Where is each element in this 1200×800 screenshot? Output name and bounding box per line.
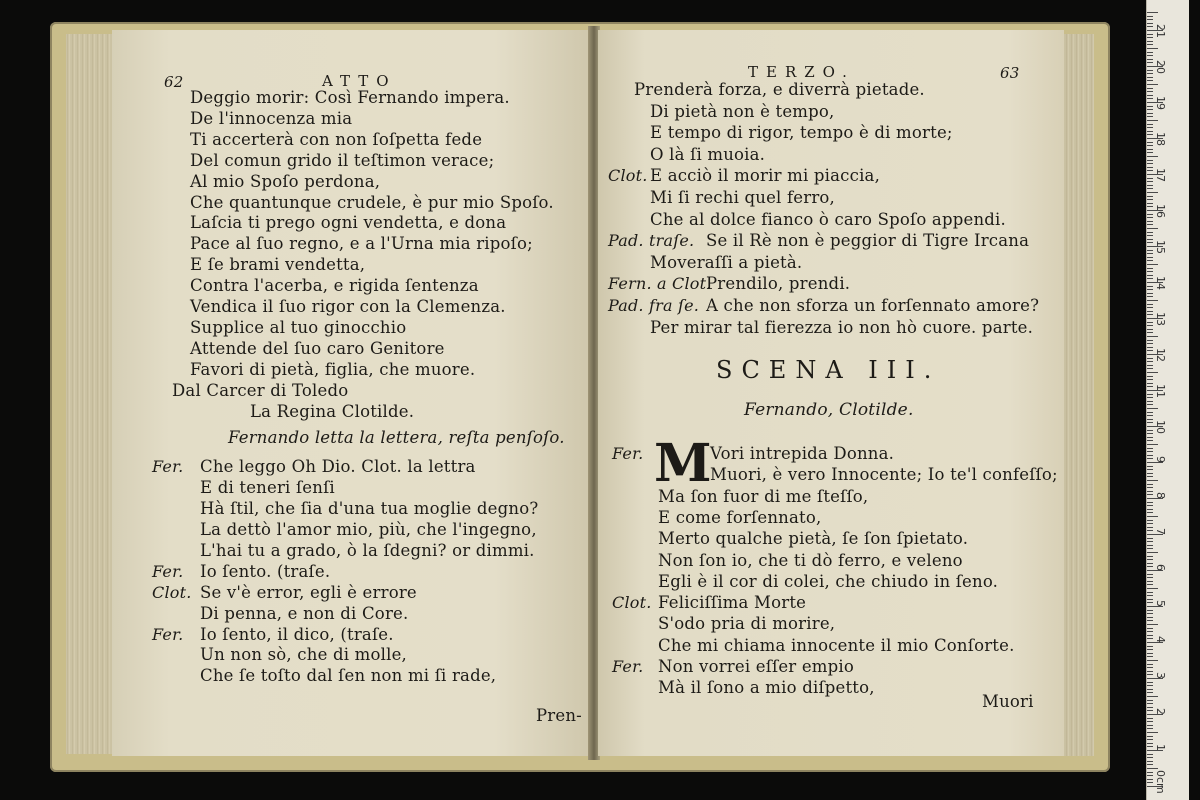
ruler-tick bbox=[1147, 422, 1153, 423]
text-line: Io ſento. (traſe. bbox=[200, 561, 331, 581]
ruler-tick bbox=[1147, 674, 1153, 675]
ruler-tick bbox=[1147, 628, 1153, 629]
ruler-tick bbox=[1147, 739, 1153, 740]
ruler-tick bbox=[1147, 509, 1153, 510]
scene-characters: Fernando, Clotilde. bbox=[744, 400, 914, 420]
ruler-tick bbox=[1147, 653, 1153, 654]
ruler-tick bbox=[1147, 221, 1153, 222]
ruler-tick bbox=[1147, 336, 1158, 337]
ruler-tick bbox=[1147, 41, 1153, 42]
ruler-tick bbox=[1147, 257, 1153, 258]
running-head: TERZO. bbox=[748, 63, 855, 81]
ruler-tick bbox=[1147, 430, 1153, 431]
ruler-tick bbox=[1147, 685, 1153, 686]
ruler-tick bbox=[1147, 289, 1153, 290]
left-page bbox=[112, 30, 590, 756]
page-edges-left bbox=[66, 34, 114, 754]
speaker-label: Pad. traſe. bbox=[608, 231, 695, 251]
ruler-tick bbox=[1147, 206, 1153, 207]
text-line: E ſe brami vendetta, bbox=[190, 255, 366, 275]
ruler-tick bbox=[1147, 325, 1153, 326]
ruler-tick bbox=[1147, 163, 1153, 164]
ruler-tick bbox=[1147, 250, 1153, 251]
text-line: Che quantunque crudele, è pur mio Spoſo. bbox=[190, 192, 554, 212]
ruler-tick bbox=[1147, 563, 1153, 564]
ruler-tick bbox=[1147, 613, 1153, 614]
ruler-tick bbox=[1147, 361, 1153, 362]
ruler-tick bbox=[1147, 736, 1153, 737]
ruler-tick bbox=[1147, 311, 1153, 312]
ruler-tick bbox=[1147, 347, 1153, 348]
ruler-tick bbox=[1147, 757, 1153, 758]
ruler-tick bbox=[1147, 660, 1158, 661]
text-line: Se v'è error, egli è errore bbox=[200, 582, 417, 602]
ruler-tick bbox=[1147, 520, 1153, 521]
page-number: 62 bbox=[164, 73, 184, 91]
text-line: Se il Rè non è peggior di Tigre Ircana bbox=[706, 231, 1030, 251]
ruler-tick bbox=[1147, 160, 1153, 161]
ruler-tick bbox=[1147, 329, 1153, 330]
scene-heading: SCENA III. bbox=[716, 356, 941, 384]
ruler-tick bbox=[1147, 293, 1153, 294]
text-line: Dal Carcer di Toledo bbox=[172, 380, 349, 400]
ruler-tick bbox=[1147, 764, 1153, 765]
ruler-tick bbox=[1147, 541, 1153, 542]
ruler-tick bbox=[1147, 304, 1153, 305]
ruler-tick bbox=[1147, 401, 1153, 402]
ruler-tick bbox=[1147, 98, 1153, 99]
text-line: E di teneri ſenſi bbox=[200, 478, 335, 498]
ruler-tick bbox=[1147, 296, 1153, 297]
ruler-tick bbox=[1147, 631, 1153, 632]
ruler-tick bbox=[1147, 196, 1153, 197]
ruler-tick bbox=[1147, 106, 1153, 107]
ruler-tick bbox=[1147, 113, 1153, 114]
ruler-number: 20 bbox=[1154, 60, 1167, 74]
speaker-label: Fer. bbox=[612, 657, 644, 676]
text-line: Laſcia ti prego ogni vendetta, e dona bbox=[190, 213, 507, 233]
ruler-number: 12 bbox=[1154, 348, 1167, 362]
ruler-tick bbox=[1147, 16, 1153, 17]
page-number: 63 bbox=[1000, 64, 1020, 82]
ruler-tick bbox=[1147, 656, 1153, 657]
ruler-tick bbox=[1147, 782, 1153, 783]
ruler-tick bbox=[1147, 768, 1158, 769]
ruler-tick bbox=[1147, 527, 1153, 528]
ruler-tick bbox=[1147, 37, 1153, 38]
ruler-tick bbox=[1147, 228, 1158, 229]
ruler-tick bbox=[1147, 649, 1153, 650]
text-line: Attende del ſuo caro Genitore bbox=[190, 338, 445, 358]
ruler-tick bbox=[1147, 404, 1153, 405]
speaker-label: Fern. a Clot. bbox=[608, 274, 712, 294]
ruler-tick bbox=[1147, 710, 1153, 711]
ruler-tick bbox=[1147, 260, 1153, 261]
ruler-tick bbox=[1147, 131, 1153, 132]
text-line: Deggio morir: Così Fernando impera. bbox=[190, 88, 510, 107]
ruler-number: 19 bbox=[1154, 96, 1167, 110]
ruler-tick bbox=[1147, 394, 1153, 395]
text-line: E come forſennato, bbox=[658, 507, 822, 527]
ruler-tick bbox=[1147, 408, 1158, 409]
text-line: S'odo pria di morire, bbox=[658, 614, 836, 634]
ruler-tick bbox=[1147, 192, 1158, 193]
ruler-number: 5 bbox=[1154, 600, 1167, 607]
text-line: E acciò il morir mi piaccia, bbox=[650, 166, 881, 186]
text-line: Contra l'acerba, e rigida ſentenza bbox=[190, 276, 479, 296]
ruler-tick bbox=[1147, 703, 1153, 704]
ruler-tick bbox=[1147, 314, 1153, 315]
text-line: De l'innocenza mia bbox=[190, 108, 353, 128]
ruler-tick bbox=[1147, 88, 1153, 89]
speaker-label: Clot. bbox=[612, 593, 652, 613]
catchword: Muori bbox=[982, 692, 1034, 711]
ruler-tick bbox=[1147, 145, 1153, 146]
ruler-tick bbox=[1147, 239, 1153, 240]
ruler-tick bbox=[1147, 217, 1153, 218]
ruler-tick bbox=[1147, 505, 1153, 506]
text-line: Pace al ſuo regno, e a l'Urna mia ripoſo; bbox=[190, 234, 533, 254]
ruler-number: 14 bbox=[1154, 276, 1167, 290]
ruler-number: 15 bbox=[1154, 240, 1167, 254]
ruler-tick bbox=[1147, 638, 1153, 639]
ruler-tick bbox=[1147, 332, 1153, 333]
text-line: Che al dolce fianco ò caro Spoſo appendi. bbox=[650, 209, 1006, 229]
speaker-label: Fer. bbox=[152, 457, 184, 477]
ruler-number: 7 bbox=[1154, 528, 1167, 535]
ruler-number: 18 bbox=[1154, 132, 1167, 146]
speaker-label: Clot. bbox=[152, 582, 192, 602]
ruler-tick bbox=[1147, 516, 1158, 517]
ruler-number: 11 bbox=[1154, 384, 1167, 398]
ruler-tick bbox=[1147, 718, 1153, 719]
ruler-tick bbox=[1147, 116, 1153, 117]
ruler-tick bbox=[1147, 124, 1153, 125]
ruler-tick bbox=[1147, 437, 1153, 438]
text-line: Mi ſi rechi quel ferro, bbox=[650, 188, 835, 207]
ruler-tick bbox=[1147, 746, 1153, 747]
ruler-tick bbox=[1147, 595, 1153, 596]
ruler-tick bbox=[1147, 84, 1158, 85]
text-line: L'hai tu a grado, ò la ſdegni? or dimmi. bbox=[200, 540, 535, 560]
text-line: O là ſi muoia. bbox=[650, 144, 766, 164]
ruler-tick bbox=[1147, 494, 1153, 495]
ruler-tick bbox=[1147, 667, 1153, 668]
ruler-tick bbox=[1147, 278, 1153, 279]
ruler-tick bbox=[1147, 466, 1153, 467]
running-head: ATTO bbox=[322, 72, 397, 90]
ruler-tick bbox=[1147, 775, 1153, 776]
text-line: Merto qualche pietà, ſe ſon ſpietato. bbox=[658, 529, 969, 549]
ruler-tick bbox=[1147, 178, 1153, 179]
page-edges-right bbox=[1060, 34, 1094, 756]
ruler-tick bbox=[1147, 372, 1158, 373]
ruler-tick bbox=[1147, 577, 1153, 578]
text-line: A che non sforza un forſennato amore? bbox=[706, 296, 1040, 315]
ruler-tick bbox=[1147, 689, 1153, 690]
ruler-tick bbox=[1147, 480, 1158, 481]
ruler-tick bbox=[1147, 358, 1153, 359]
text-line: Del comun grido il teſtimon verace; bbox=[190, 150, 495, 170]
ruler-tick bbox=[1147, 772, 1153, 773]
ruler-tick bbox=[1147, 253, 1153, 254]
ruler-tick bbox=[1147, 469, 1153, 470]
speaker-label: Pad. fra ſe. bbox=[608, 296, 700, 315]
ruler-tick bbox=[1147, 512, 1153, 513]
ruler-tick bbox=[1147, 379, 1153, 380]
ruler-tick bbox=[1147, 721, 1153, 722]
ruler-tick bbox=[1147, 203, 1153, 204]
ruler-tick bbox=[1147, 602, 1153, 603]
ruler-tick bbox=[1147, 523, 1153, 524]
ruler-tick bbox=[1147, 286, 1153, 287]
ruler-tick bbox=[1147, 620, 1153, 621]
ruler-tick bbox=[1147, 383, 1153, 384]
ruler-tick bbox=[1147, 610, 1153, 611]
ruler-tick bbox=[1147, 264, 1158, 265]
ruler-tick bbox=[1147, 588, 1158, 589]
ruler-tick bbox=[1147, 156, 1158, 157]
ruler-tick bbox=[1147, 559, 1153, 560]
ruler-tick bbox=[1147, 232, 1153, 233]
text-line: Muori, è vero Innocente; Io te'l confeſſo; bbox=[710, 465, 1058, 485]
ruler-tick bbox=[1147, 552, 1158, 553]
ruler-tick bbox=[1147, 624, 1158, 625]
ruler-tick bbox=[1147, 707, 1153, 708]
ruler-tick bbox=[1147, 300, 1158, 301]
text-line: Favori di pietà, figlia, che muore. bbox=[190, 359, 476, 379]
ruler-tick bbox=[1147, 149, 1153, 150]
ruler-tick bbox=[1147, 599, 1153, 600]
text-line: Ti accerterà con non ſoſpetta fede bbox=[190, 129, 483, 149]
ruler-tick bbox=[1147, 779, 1153, 780]
ruler-tick bbox=[1147, 343, 1153, 344]
ruler-tick bbox=[1147, 185, 1153, 186]
ruler-tick bbox=[1147, 556, 1153, 557]
ruler-tick bbox=[1147, 617, 1153, 618]
ruler-tick bbox=[1147, 12, 1158, 13]
ruler-tick bbox=[1147, 120, 1158, 121]
ruler-tick bbox=[1147, 566, 1153, 567]
ruler-tick bbox=[1147, 80, 1153, 81]
speaker-label: Clot. bbox=[608, 166, 648, 186]
ruler-tick bbox=[1147, 322, 1153, 323]
text-line: La Regina Clotilde. bbox=[250, 401, 415, 421]
ruler-tick bbox=[1147, 19, 1153, 20]
ruler-tick bbox=[1147, 397, 1153, 398]
speaker-label: Fer. bbox=[152, 561, 184, 581]
ruler-tick bbox=[1147, 26, 1153, 27]
text-line: Che ſe toſto dal ſen non mi ſi rade, bbox=[200, 666, 497, 686]
ruler-tick bbox=[1147, 491, 1153, 492]
ruler-tick bbox=[1147, 700, 1153, 701]
speaker-label: Fer. bbox=[152, 624, 184, 644]
ruler-tick bbox=[1147, 271, 1153, 272]
ruler-tick bbox=[1147, 188, 1153, 189]
text-line: Vendica il ſuo rigor con la Clemenza. bbox=[190, 297, 506, 316]
ruler-tick bbox=[1147, 433, 1153, 434]
ruler-tick bbox=[1147, 484, 1153, 485]
ruler-tick bbox=[1147, 152, 1153, 153]
ruler-tick bbox=[1147, 376, 1153, 377]
text-line: Al mio Spoſo perdona, bbox=[190, 171, 381, 191]
text-line: Io ſento, il dico, (traſe. bbox=[200, 624, 394, 644]
ruler-number: 21 bbox=[1154, 24, 1167, 38]
text-line: Supplice al tuo ginocchio bbox=[190, 317, 407, 337]
text-line: Non vorrei eſſer empio bbox=[658, 657, 855, 676]
ruler-tick bbox=[1147, 476, 1153, 477]
ruler-tick bbox=[1147, 646, 1153, 647]
text-line: Che leggo Oh Dio. Clot. la lettra bbox=[200, 457, 476, 477]
ruler-tick bbox=[1147, 635, 1153, 636]
ruler-tick bbox=[1147, 167, 1153, 168]
ruler-tick bbox=[1147, 365, 1153, 366]
ruler-tick bbox=[1147, 275, 1153, 276]
ruler-tick bbox=[1147, 754, 1153, 755]
ruler-tick bbox=[1147, 458, 1153, 459]
ruler-tick bbox=[1147, 530, 1153, 531]
ruler-number: 8 bbox=[1154, 492, 1167, 499]
ruler-tick bbox=[1147, 415, 1153, 416]
ruler-tick bbox=[1147, 199, 1153, 200]
ruler-tick bbox=[1147, 538, 1153, 539]
text-line: Prendilo, prendi. bbox=[706, 274, 851, 294]
ruler-tick bbox=[1147, 455, 1153, 456]
catchword: Pren- bbox=[536, 706, 582, 725]
ruler-tick bbox=[1147, 448, 1153, 449]
text-line: Egli è il cor di colei, che chiudo in ſeno. bbox=[658, 571, 999, 591]
ruler-tick bbox=[1147, 664, 1153, 665]
ruler-tick bbox=[1147, 440, 1153, 441]
ruler-number: 2 bbox=[1154, 708, 1167, 715]
ruler-tick bbox=[1147, 307, 1153, 308]
text-line: Di penna, e non di Core. bbox=[200, 603, 409, 623]
ruler-number: 9 bbox=[1154, 456, 1167, 463]
ruler-tick bbox=[1147, 95, 1153, 96]
ruler-number: 10 bbox=[1154, 420, 1167, 434]
ruler-tick bbox=[1147, 181, 1153, 182]
ruler-number: 6 bbox=[1154, 564, 1167, 571]
ruler-tick bbox=[1147, 73, 1153, 74]
ruler-tick bbox=[1147, 412, 1153, 413]
text-line: Che mi chiama innocente il mio Conſorte. bbox=[658, 635, 1015, 655]
ruler-tick bbox=[1147, 502, 1153, 503]
text-line: Fernando letta la lettera, reſta penſoſo. bbox=[228, 428, 565, 448]
ruler-tick bbox=[1147, 732, 1158, 733]
ruler-tick bbox=[1147, 545, 1153, 546]
ruler-tick bbox=[1147, 368, 1153, 369]
ruler-tick bbox=[1147, 23, 1153, 24]
ruler-tick bbox=[1147, 451, 1153, 452]
ruler-number: 4 bbox=[1154, 636, 1167, 643]
text-line: Un non sò, che di molle, bbox=[200, 645, 408, 665]
ruler-tick bbox=[1147, 548, 1153, 549]
ruler-number: 3 bbox=[1154, 672, 1167, 679]
text-line: Feliciſſima Morte bbox=[658, 593, 807, 613]
ruler-tick bbox=[1147, 77, 1153, 78]
speaker-label: Fer. bbox=[612, 444, 644, 463]
ruler-tick bbox=[1147, 696, 1158, 697]
text-line: Ma ſon fuor di me ſteſſo, bbox=[658, 486, 869, 506]
text-line: Non ſon io, che ti dò ferro, e veleno bbox=[658, 550, 963, 570]
ruler-tick bbox=[1147, 473, 1153, 474]
text-line: Per mirar tal fierezza io non hò cuore. parte. bbox=[650, 317, 1034, 337]
ruler-tick bbox=[1147, 59, 1153, 60]
ruler-tick bbox=[1147, 34, 1153, 35]
ruler-tick bbox=[1147, 487, 1153, 488]
ruler-tick bbox=[1147, 419, 1153, 420]
ruler-tick bbox=[1147, 728, 1153, 729]
text-line: Mà il ſono a mio diſpetto, bbox=[658, 678, 875, 698]
ruler-tick bbox=[1147, 91, 1153, 92]
ruler-number: 17 bbox=[1154, 168, 1167, 182]
ruler-tick bbox=[1147, 44, 1153, 45]
ruler-number: 1 bbox=[1154, 744, 1167, 751]
text-line: Moveraſſi a pietà. bbox=[650, 252, 803, 272]
text-line: Hà ſtil, che ſia d'una tua moglie degno? bbox=[200, 499, 539, 519]
right-page bbox=[598, 30, 1064, 756]
ruler-unit-label: 0cm bbox=[1154, 770, 1167, 794]
ruler-tick bbox=[1147, 55, 1153, 56]
ruler-tick bbox=[1147, 268, 1153, 269]
text-line: Vori intrepida Donna. bbox=[710, 444, 895, 463]
ruler-tick bbox=[1147, 725, 1153, 726]
ruler-tick bbox=[1147, 592, 1153, 593]
text-line: La dettò l'amor mio, più, che l'ingegno, bbox=[200, 520, 537, 539]
ruler-tick bbox=[1147, 386, 1153, 387]
text-line: Prenderà forza, e diverrà pietade. bbox=[634, 80, 925, 99]
ruler-number: 13 bbox=[1154, 312, 1167, 326]
ruler-tick bbox=[1147, 170, 1153, 171]
ruler-tick bbox=[1147, 62, 1153, 63]
ruler-tick bbox=[1147, 109, 1153, 110]
ruler-tick bbox=[1147, 48, 1158, 49]
ruler-tick bbox=[1147, 235, 1153, 236]
ruler-tick bbox=[1147, 224, 1153, 225]
ruler-number: 16 bbox=[1154, 204, 1167, 218]
ruler-tick bbox=[1147, 134, 1153, 135]
ruler-tick bbox=[1147, 581, 1153, 582]
ruler-tick bbox=[1147, 340, 1153, 341]
ruler-tick bbox=[1147, 127, 1153, 128]
ruler-tick bbox=[1147, 350, 1153, 351]
ruler-tick bbox=[1147, 692, 1153, 693]
ruler-tick bbox=[1147, 671, 1153, 672]
ruler-tick bbox=[1147, 142, 1153, 143]
measuring-ruler bbox=[1146, 0, 1189, 800]
drop-cap: M bbox=[654, 433, 712, 494]
ruler-tick bbox=[1147, 444, 1158, 445]
ruler-tick bbox=[1147, 682, 1153, 683]
ruler-tick bbox=[1147, 214, 1153, 215]
ruler-tick bbox=[1147, 584, 1153, 585]
ruler-tick bbox=[1147, 574, 1153, 575]
text-line: E tempo di rigor, tempo è di morte; bbox=[650, 123, 953, 143]
ruler-tick bbox=[1147, 743, 1153, 744]
ruler-tick bbox=[1147, 70, 1153, 71]
ruler-tick bbox=[1147, 761, 1153, 762]
ruler-tick bbox=[1147, 242, 1153, 243]
text-line: Di pietà non è tempo, bbox=[650, 101, 835, 121]
ruler-tick bbox=[1147, 52, 1153, 53]
